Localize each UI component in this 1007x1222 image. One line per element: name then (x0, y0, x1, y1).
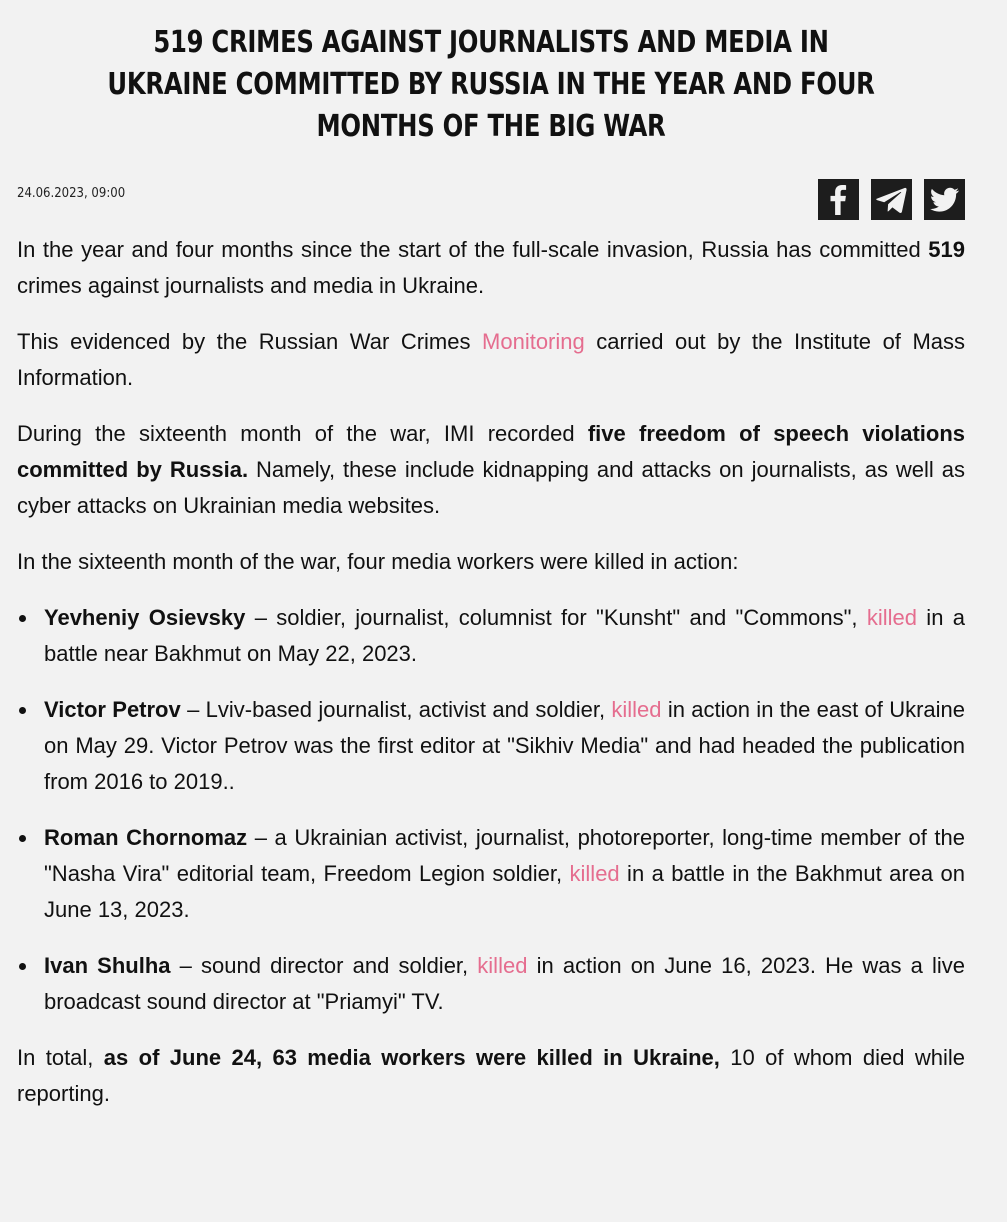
paragraph-source: This evidenced by the Russian War Crimes Monitoring carried out by the Institute of Mass Information. (17, 329, 966, 390)
killed-link[interactable]: killed (477, 953, 528, 978)
monitoring-link[interactable]: Monitoring (482, 329, 585, 354)
article-meta (17, 176, 965, 220)
twitter-icon (924, 179, 965, 220)
telegram-icon (871, 179, 912, 220)
killed-link[interactable]: killed (569, 861, 620, 886)
list-item: Yevheniy Osievsky – soldier, journalist, columnist for "Kunsht" and "Commons", killed in a battle near Bakhmut on May 22, 2023. (17, 600, 965, 672)
facebook-share-button[interactable] (818, 179, 859, 220)
violations-highlight: five freedom of speech violations committed by Russia. (17, 421, 965, 482)
twitter-share-button[interactable] (924, 179, 965, 220)
list-item: Ivan Shulha – sound director and soldier, killed in action on June 16, 2023. He was a live broadcast sound director at "Priamyi" TV. (17, 948, 965, 1020)
telegram-share-button[interactable] (871, 179, 912, 220)
journalist-name: Yevheniy Osievsky (44, 605, 246, 630)
journalist-name: Roman Chornomaz (44, 825, 248, 850)
article-page (0, 22, 1007, 1222)
article-body (17, 232, 965, 1112)
article-title: 519 CRIMES AGAINST JOURNALISTS AND MEDIA IN UKRAINE COMMITTED BY RUSSIA IN THE YEAR AND FOUR MONTHS OF THE BIG WAR (107, 25, 875, 144)
facebook-icon (818, 179, 859, 220)
crime-count: 519 (928, 237, 965, 262)
paragraph-total: In total, as of June 24, 63 media workers were killed in Ukraine, 10 of whom died while reporting. (17, 1045, 965, 1106)
paragraph-killed-intro: In the sixteenth month of the war, four media workers were killed in action: (17, 549, 739, 574)
list-item: Victor Petrov – Lviv-based journalist, activist and soldier, killed in action in the east of Ukraine on May 29. Victor Petrov was the first editor at "Sikhiv Media" and had headed the publication from 2016 to 2019.. (17, 692, 965, 800)
killed-link[interactable]: killed (866, 605, 917, 630)
paragraph-intro: In the year and four months since the start of the full-scale invasion, Russia has committed 519 crimes against journalists and media in Ukraine. (17, 237, 965, 298)
journalist-name: Victor Petrov (44, 697, 181, 722)
paragraph-violations: During the sixteenth month of the war, IMI recorded five freedom of speech violations committed by Russia. Namely, these include kidnapping and attacks on journalists, as well as cyber attacks on Ukrainian media websites. (17, 421, 965, 518)
total-killed-highlight: as of June 24, 63 media workers were killed in Ukraine, (103, 1045, 720, 1070)
article-date: 24.06.2023, 09:00 (17, 186, 126, 201)
killed-journalists-list (17, 600, 965, 1020)
share-buttons (818, 179, 965, 220)
killed-link[interactable]: killed (611, 697, 662, 722)
list-item: Roman Chornomaz – a Ukrainian activist, journalist, photoreporter, long-time member of the "Nasha Vira" editorial team, Freedom Legion soldier, killed in a battle in the Bakhmut area on June 13, 2023. (17, 820, 965, 928)
journalist-name: Ivan Shulha (44, 953, 171, 978)
